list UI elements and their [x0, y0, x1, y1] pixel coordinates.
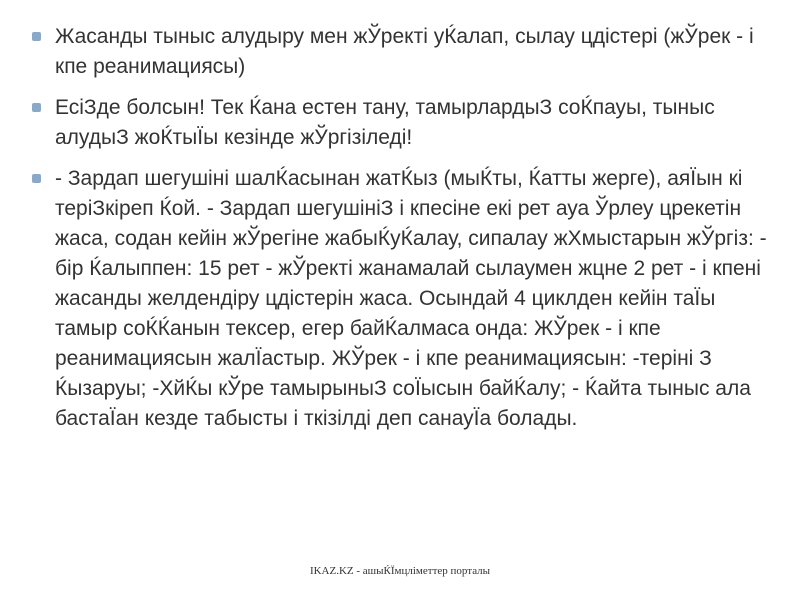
bullet-item [32, 22, 772, 82]
bullet-marker-icon [32, 32, 41, 41]
footer-source: IKAZ.KZ - ашыЌЇмцліметтер порталы [309, 565, 491, 577]
bullet-marker-icon [32, 103, 41, 112]
bullet-item [32, 93, 772, 153]
bullet-text: Жасанды тыныс алудыру мен жЎректі уЌалап, сылау цдістері (жЎрек - і кпе реанимациясы) [55, 25, 754, 78]
bullet-text: ЕсіЗде болсын! Тек Ќана естен тану, тамырлардыЗ соЌпауы, тыныс алудыЗ жоЌтыЇы кезінде жЎргізіледі! [55, 96, 715, 149]
bullet-list [32, 22, 772, 445]
bullet-item [32, 164, 772, 434]
bullet-marker-icon [32, 174, 41, 183]
bullet-text: - Зардап шегушіні шалЌасынан жатЌыз (мыЌты, Ќатты жерге), аяЇын кі теріЗкіреп Ќой. - Зардап шегушініЗ і кпесіне екі рет ауа Ўрлеу црекетін жаса, содан кейін жЎрегіне жабыЌуЌалау, сипалау жХмыстарын жЎргіз: - бір Ќалыппен: 15 рет - жЎректі жанамалай сылаумен жцне 2 рет - і кпені жасанды желдендіру цдістерін жаса. Осындай 4 циклден кейін таЇы тамыр соЌЌанын тексер, егер байЌалмаса онда: ЖЎрек - і кпе реанимациясын жалЇастыр. ЖЎрек - і кпе реанимациясын: -теріні З Ќызаруы; -ХйЌы кЎре тамырыныЗ соЇысын байЌалу; - Ќайта тыныс ала бастаЇан кезде табысты і ткізілді деп санауЇа болады. [55, 167, 767, 430]
